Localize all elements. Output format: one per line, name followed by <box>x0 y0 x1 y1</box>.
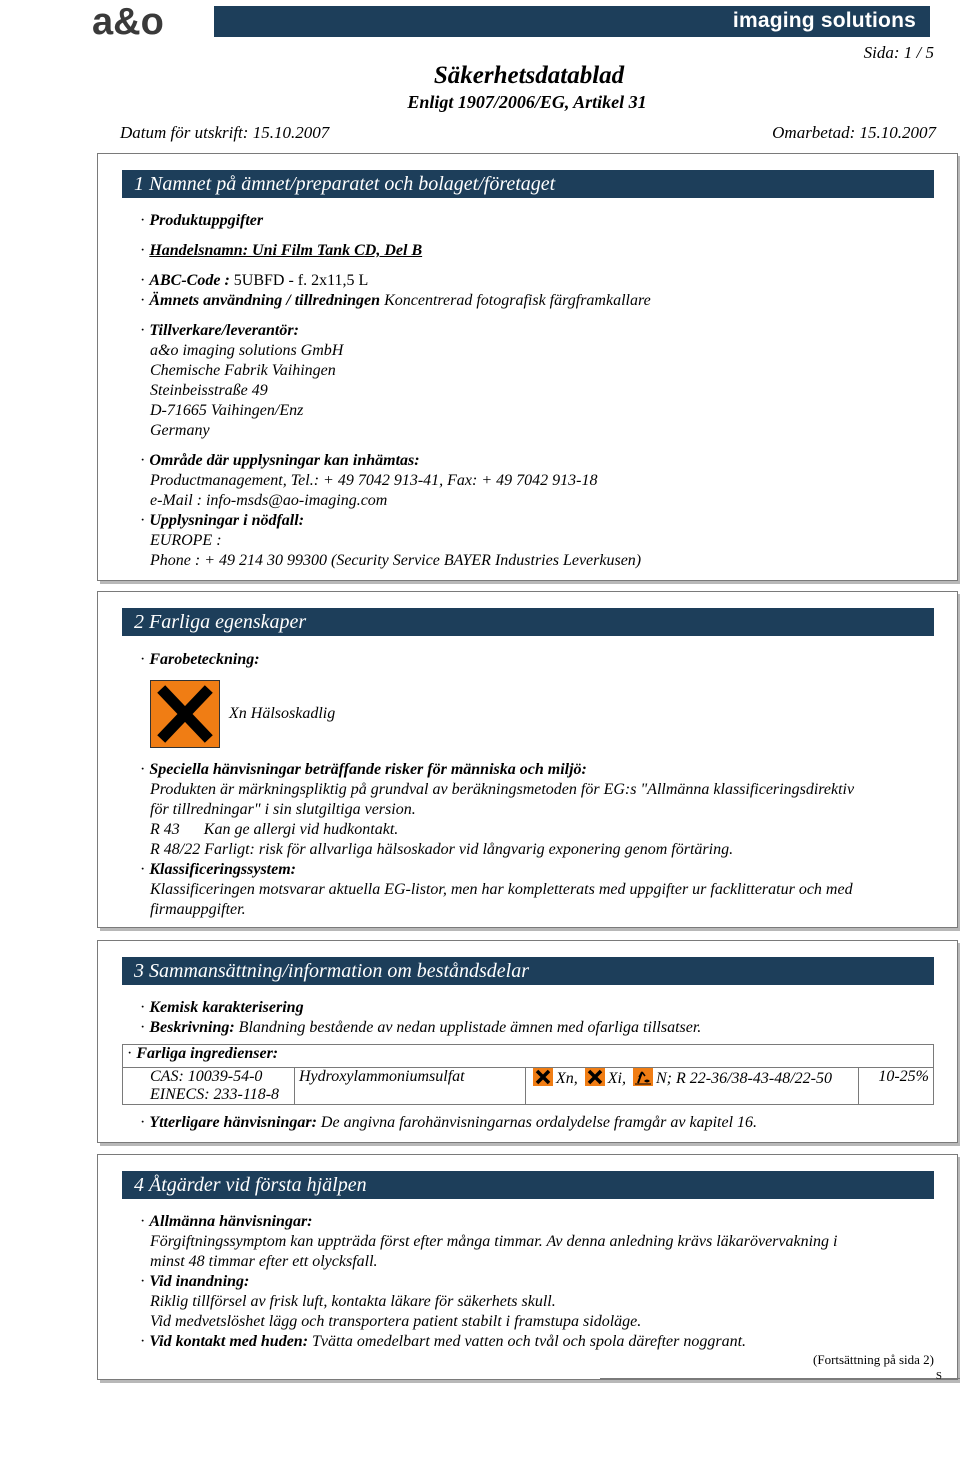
emergency-region: EUROPE : <box>150 532 222 549</box>
nodfall-label: · Upplysningar i nödfall: <box>140 512 305 529</box>
irritant-cross-icon <box>585 1068 605 1086</box>
brand-text: imaging solutions <box>732 9 916 32</box>
emergency-phone: Phone : + 49 214 30 99300 (Security Service BAYER Industries Leverkusen) <box>150 552 642 569</box>
continuation-note: (Fortsättning på sida 2) <box>813 1352 934 1367</box>
klassificering-text: Klassificeringen motsvarar aktuella EG-listor, men har kompletterats med uppgifter ur facklitteratur och med <box>150 881 853 898</box>
harmful-cross-icon <box>150 680 220 748</box>
klassificering-text: firmauppgifter. <box>150 901 246 918</box>
speciella-text: Produkten är märkningspliktig på grundval av beräkningsmetoden för EG:s "Allmänna klassificeringsdirektiv <box>150 781 855 798</box>
page-number: Sida: 1 / 5 <box>863 43 934 62</box>
cas-cell: CAS: 10039-54-0 EINECS: 233-118-8 <box>123 1068 295 1105</box>
speciella-label: · Speciella hänvisningar beträffande risker för människa och miljö: <box>140 761 587 778</box>
contact-email: e-Mail : info-msds@ao-imaging.com <box>150 492 388 509</box>
tillverkare-label: · Tillverkare/leverantör: <box>140 322 299 339</box>
address-line: Steinbeisstraße 49 <box>150 382 268 399</box>
inandning-label: · Vid inandning: <box>140 1273 250 1290</box>
produktuppgifter-label: · Produktuppgifter <box>140 212 264 229</box>
environment-hazard-icon <box>633 1068 653 1086</box>
speciella-text: för tillredningar" i sin slutgiltiga version. <box>150 801 416 818</box>
address-line: a&o imaging solutions GmbH <box>150 342 344 359</box>
kemisk-label: · Kemisk karakterisering <box>140 999 304 1016</box>
table-row <box>123 1068 934 1105</box>
footer-mark: S <box>935 1370 942 1382</box>
klassificering-label: · Klassificeringssystem: <box>140 861 296 878</box>
document-subtitle: Enligt 1907/2006/EG, Artikel 31 <box>407 92 647 112</box>
document-title: Säkerhetsdatablad <box>433 62 625 89</box>
inandning-text: Vid medvetslöshet lägg och transportera patient stabilt i framstupa sidoläge. <box>150 1313 642 1330</box>
omrade-label: · Område där upplysningar kan inhämtas: <box>140 452 420 469</box>
hazard-label: Xn Hälsoskadlig <box>229 705 336 722</box>
classification-cell: Xn, Xi, N; R 22-36/38-43-48/22-50 <box>526 1068 859 1105</box>
farliga-label-cell: · Farliga ingredienser: <box>123 1045 934 1068</box>
address-line: Chemische Fabrik Vaihingen <box>150 362 336 379</box>
substance-name-cell: Hydroxylammoniumsulfat <box>295 1068 526 1105</box>
revision-date: Omarbetad: 15.10.2007 <box>772 123 936 142</box>
inandning-text: Riklig tillförsel av frisk luft, kontakta läkare för säkerhets skull. <box>150 1293 556 1310</box>
harmful-cross-icon <box>533 1068 553 1086</box>
footer-rule <box>600 1378 960 1379</box>
farobeteckning-label: · Farobeteckning: <box>140 651 260 668</box>
ingredients-table <box>122 1044 934 1105</box>
brand-banner <box>214 6 930 37</box>
handelsnamn-line: · Handelsnamn: Uni Film Tank CD, Del B <box>140 242 423 259</box>
company-logo <box>92 4 208 40</box>
allmanna-text: minst 48 timmar efter ett olycksfall. <box>150 1253 378 1270</box>
r4822-line: R 48/22 Farligt: risk för allvarliga hälsoskador vid långvarig exponering genom förtäring. <box>150 841 734 858</box>
ytterligare-line: · Ytterligare hänvisningar: De angivna farohänvisningarnas ordalydelse framgår av kapitel 16. <box>140 1114 758 1131</box>
section-3-heading: 3 Sammansättning/information om beståndsdelar <box>122 957 934 985</box>
allmanna-text: Förgiftningssymptom kan uppträda först efter många timmar. Av denna anledning krävs läkarövervakning i <box>150 1233 838 1250</box>
hud-line: · Vid kontakt med huden: Tvätta omedelbart med vatten och tvål och spola därefter noggrant. <box>140 1333 747 1350</box>
address-line: D-71665 Vaihingen/Enz <box>150 402 304 419</box>
svg-text:a&o: a&o <box>92 4 164 40</box>
beskrivning-line: · Beskrivning: Blandning bestående av nedan upplistade ämnen med ofarliga tillsatser. <box>140 1019 702 1036</box>
allmanna-label: · Allmänna hänvisningar: <box>140 1213 313 1230</box>
concentration-cell: 10-25% <box>859 1068 934 1105</box>
section-4-heading: 4 Åtgärder vid första hjälpen <box>122 1171 934 1199</box>
print-date: Datum för utskrift: 15.10.2007 <box>120 123 330 142</box>
abc-code-line: · ABC-Code : 5UBFD - f. 2x11,5 L <box>140 272 369 289</box>
r43-line: R 43 Kan ge allergi vid hudkontakt. <box>150 821 399 838</box>
address-line: Germany <box>150 422 210 439</box>
section-2-heading: 2 Farliga egenskaper <box>122 608 934 636</box>
anvandning-line: · Ämnets användning / tillredningen Koncentrerad fotografisk färgframkallare <box>140 292 651 309</box>
contact-tel: Productmanagement, Tel.: + 49 7042 913-41, Fax: + 49 7042 913-18 <box>150 472 598 489</box>
section-1-heading: 1 Namnet på ämnet/preparatet och bolaget/företaget <box>122 170 934 198</box>
